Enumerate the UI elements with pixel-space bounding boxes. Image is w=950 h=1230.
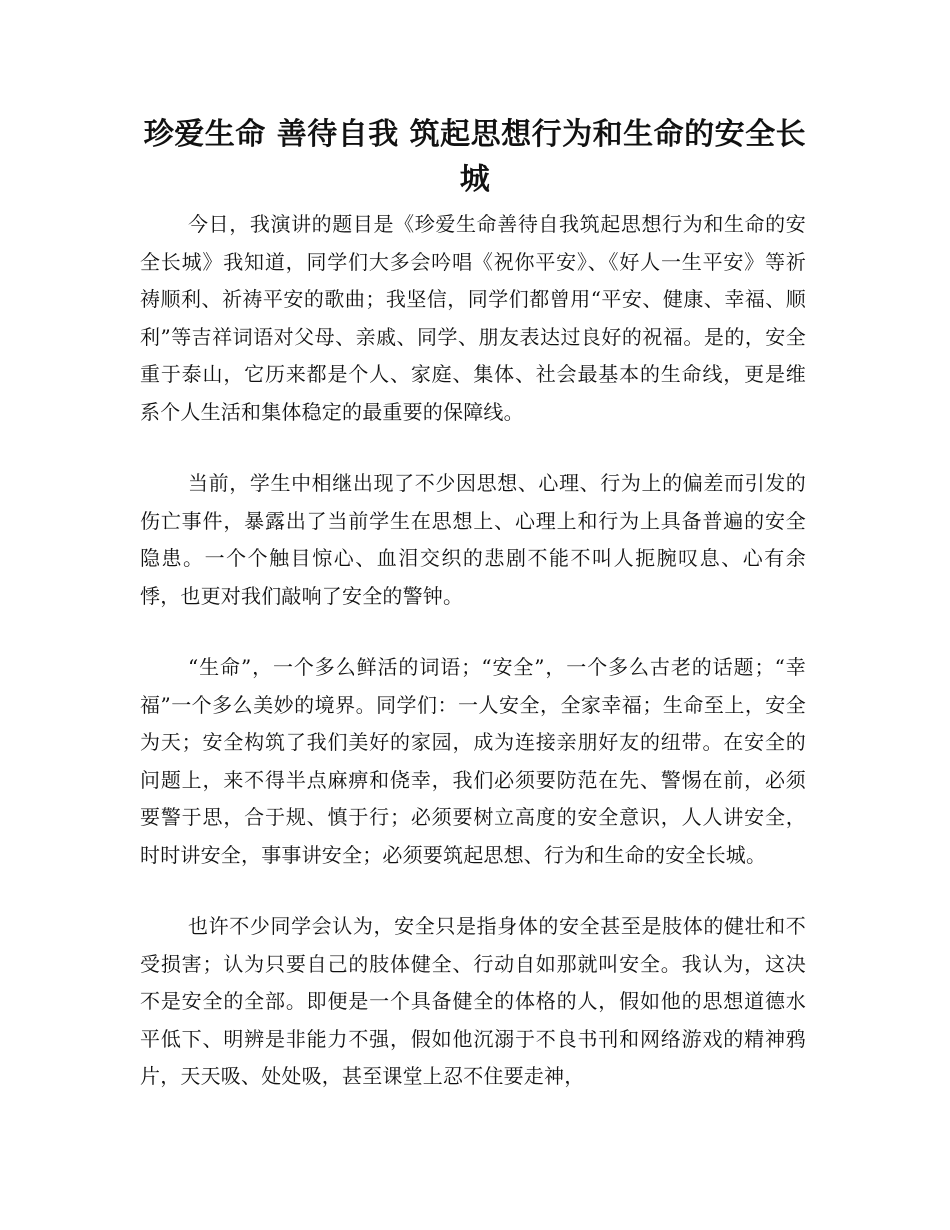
paragraph-2: 当前，学生中相继出现了不少因思想、心理、行为上的偏差而引发的伤亡事件，暴露出了当前学生在思想上、心理上和行为上具备普遍的安全隐患。一个个触目惊心、血泪交织的悲剧不能不叫人扼腕叹息、心有余悸，也更对我们敲响了安全的警钟。 — [140, 471, 806, 608]
document-title: 珍爱生命 善待自我 筑起思想行为和生命的安全长城 — [143, 117, 807, 197]
paragraph-1: 今日，我演讲的题目是《珍爱生命善待自我筑起思想行为和生命的安全长城》我知道，同学们大多会吟唱《祝你平安》、《好人一生平安》等祈祷顺利、祈祷平安的歌曲；我坚信，同学们都曾用“平安、健康、幸福、顺利”等吉祥词语对父母、亲戚、同学、朋友表达过良好的祝福。是的，安全重于泰山，它历来都是个人、家庭、集体、社会最基本的生命线，更是维系个人生活和集体稳定的最重要的保障线。 — [140, 212, 806, 424]
paragraph-4: 也许不少同学会认为，安全只是指身体的安全甚至是肢体的健壮和不受损害；认为只要自己的肢体健全、行动自如那就叫安全。我认为，这决不是安全的全部。即便是一个具备健全的体格的人，假如他的思想道德水平低下、明辨是非能力不强，假如他沉溺于不良书刊和网络游戏的精神鸦片，天天吸、处处吸，甚至课堂上忍不住要走神， — [140, 914, 806, 1088]
document-body — [140, 206, 806, 1130]
paragraph-3: “生命”，一个多么鲜活的词语；“安全”，一个多么古老的话题；“幸福”一个多么美妙的境界。同学们：一人安全，全家幸福；生命至上，安全为天；安全构筑了我们美好的家园，成为连接亲朋好友的纽带。在安全的问题上，来不得半点麻痹和侥幸，我们必须要防范在先、警惕在前，必须要警于思，合于规、慎于行；必须要树立高度的安全意识，人人讲安全，时时讲安全，事事讲安全；必须要筑起思想、行为和生命的安全长城。 — [140, 655, 806, 867]
